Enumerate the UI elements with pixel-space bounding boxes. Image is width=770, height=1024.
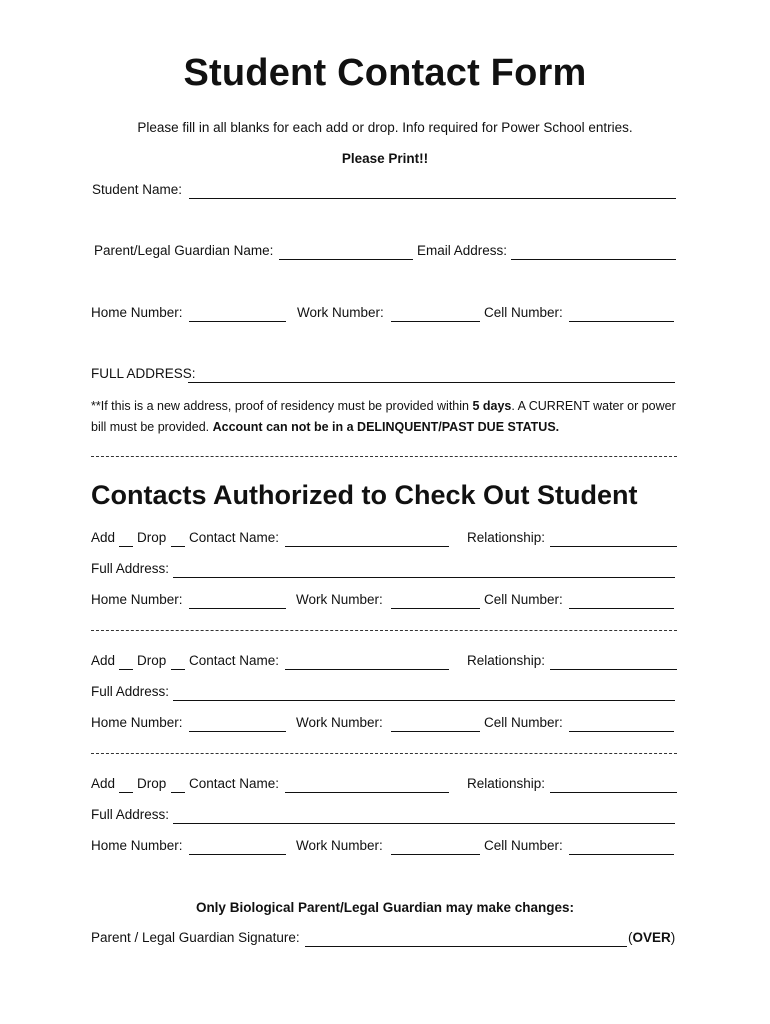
instructions: Please fill in all blanks for each add or drop. Info required for Power School entries. xyxy=(137,120,633,135)
full-address-label: FULL ADDRESS: xyxy=(91,366,196,381)
contact-cell-field[interactable] xyxy=(569,608,674,609)
contact-2-name-row xyxy=(91,653,677,673)
contact-cell-label: Cell Number: xyxy=(484,592,563,607)
cell-number-field[interactable] xyxy=(569,321,674,322)
contact-name-field[interactable] xyxy=(285,792,449,793)
contacts-heading: Contacts Authorized to Check Out Student xyxy=(91,480,638,510)
contact-3-phone-row xyxy=(91,838,677,858)
drop-checkbox[interactable] xyxy=(171,792,185,793)
contact-work-field[interactable] xyxy=(391,608,480,609)
contact-name-label: Contact Name: xyxy=(189,776,280,791)
signature-field[interactable] xyxy=(305,946,627,947)
signature-row xyxy=(91,930,677,950)
contact-home-field[interactable] xyxy=(189,854,286,855)
contact-2-address-row xyxy=(91,684,677,704)
contact-cell-label: Cell Number: xyxy=(484,838,563,853)
contact-home-label: Home Number: xyxy=(91,715,183,730)
divider xyxy=(91,753,677,754)
email-label: Email Address: xyxy=(417,243,508,258)
contact-name-field[interactable] xyxy=(285,546,449,547)
contact-name-label: Contact Name: xyxy=(189,653,280,668)
add-label: Add xyxy=(91,776,116,791)
email-field[interactable] xyxy=(511,259,676,260)
relationship-field[interactable] xyxy=(550,669,677,670)
full-address-row xyxy=(91,366,677,386)
drop-checkbox[interactable] xyxy=(171,546,185,547)
contact-1-phone-row xyxy=(91,592,677,612)
drop-label: Drop xyxy=(137,530,167,545)
relationship-field[interactable] xyxy=(550,546,677,547)
drop-label: Drop xyxy=(137,776,167,791)
contact-1-address-row xyxy=(91,561,677,581)
contact-address-field[interactable] xyxy=(173,700,675,701)
contact-work-field[interactable] xyxy=(391,731,480,732)
signature-label: Parent / Legal Guardian Signature: xyxy=(91,930,300,945)
contact-3-address-row xyxy=(91,807,677,827)
contact-work-label: Work Number: xyxy=(296,592,383,607)
cell-number-label: Cell Number: xyxy=(484,305,563,320)
add-label: Add xyxy=(91,530,116,545)
contact-home-field[interactable] xyxy=(189,608,286,609)
relationship-field[interactable] xyxy=(550,792,677,793)
contact-name-field[interactable] xyxy=(285,669,449,670)
contact-cell-field[interactable] xyxy=(569,731,674,732)
contact-2-phone-row xyxy=(91,715,677,735)
divider xyxy=(91,630,677,631)
parent-row xyxy=(91,243,677,263)
add-checkbox[interactable] xyxy=(119,792,133,793)
divider xyxy=(91,456,677,457)
contact-work-label: Work Number: xyxy=(296,838,383,853)
drop-checkbox[interactable] xyxy=(171,669,185,670)
student-name-field[interactable] xyxy=(189,198,676,199)
home-number-field[interactable] xyxy=(189,321,286,322)
add-checkbox[interactable] xyxy=(119,546,133,547)
phone-row xyxy=(91,305,677,325)
student-name-row xyxy=(91,182,677,202)
contact-home-label: Home Number: xyxy=(91,592,183,607)
add-checkbox[interactable] xyxy=(119,669,133,670)
contact-cell-field[interactable] xyxy=(569,854,674,855)
contact-work-field[interactable] xyxy=(391,854,480,855)
contact-work-label: Work Number: xyxy=(296,715,383,730)
parent-name-field[interactable] xyxy=(279,259,413,260)
work-number-field[interactable] xyxy=(391,321,480,322)
contact-home-label: Home Number: xyxy=(91,838,183,853)
contact-cell-label: Cell Number: xyxy=(484,715,563,730)
contact-address-field[interactable] xyxy=(173,823,675,824)
contact-home-field[interactable] xyxy=(189,731,286,732)
full-address-field[interactable] xyxy=(188,382,675,383)
print-note: Please Print!! xyxy=(341,151,429,166)
over-note: (OVER) xyxy=(628,930,676,945)
contact-1-name-row xyxy=(91,530,677,550)
parent-name-label: Parent/Legal Guardian Name: xyxy=(94,243,274,258)
contact-address-label: Full Address: xyxy=(91,561,170,576)
student-name-label: Student Name: xyxy=(92,182,183,197)
relationship-label: Relationship: xyxy=(467,653,546,668)
contact-address-field[interactable] xyxy=(173,577,675,578)
relationship-label: Relationship: xyxy=(467,776,546,791)
contact-name-label: Contact Name: xyxy=(189,530,280,545)
drop-label: Drop xyxy=(137,653,167,668)
home-number-label: Home Number: xyxy=(91,305,183,320)
add-label: Add xyxy=(91,653,116,668)
relationship-label: Relationship: xyxy=(467,530,546,545)
contact-address-label: Full Address: xyxy=(91,684,170,699)
work-number-label: Work Number: xyxy=(297,305,384,320)
residency-note: **If this is a new address, proof of residency must be provided within 5 days. A CURRENT water or power bill must be provided. Account can not be in a DELINQUENT/PAST DUE STATUS. xyxy=(91,399,676,434)
form-title: Student Contact Form xyxy=(183,52,587,94)
contact-3-name-row xyxy=(91,776,677,796)
contact-address-label: Full Address: xyxy=(91,807,170,822)
changes-note: Only Biological Parent/Legal Guardian may make changes: xyxy=(195,900,575,915)
